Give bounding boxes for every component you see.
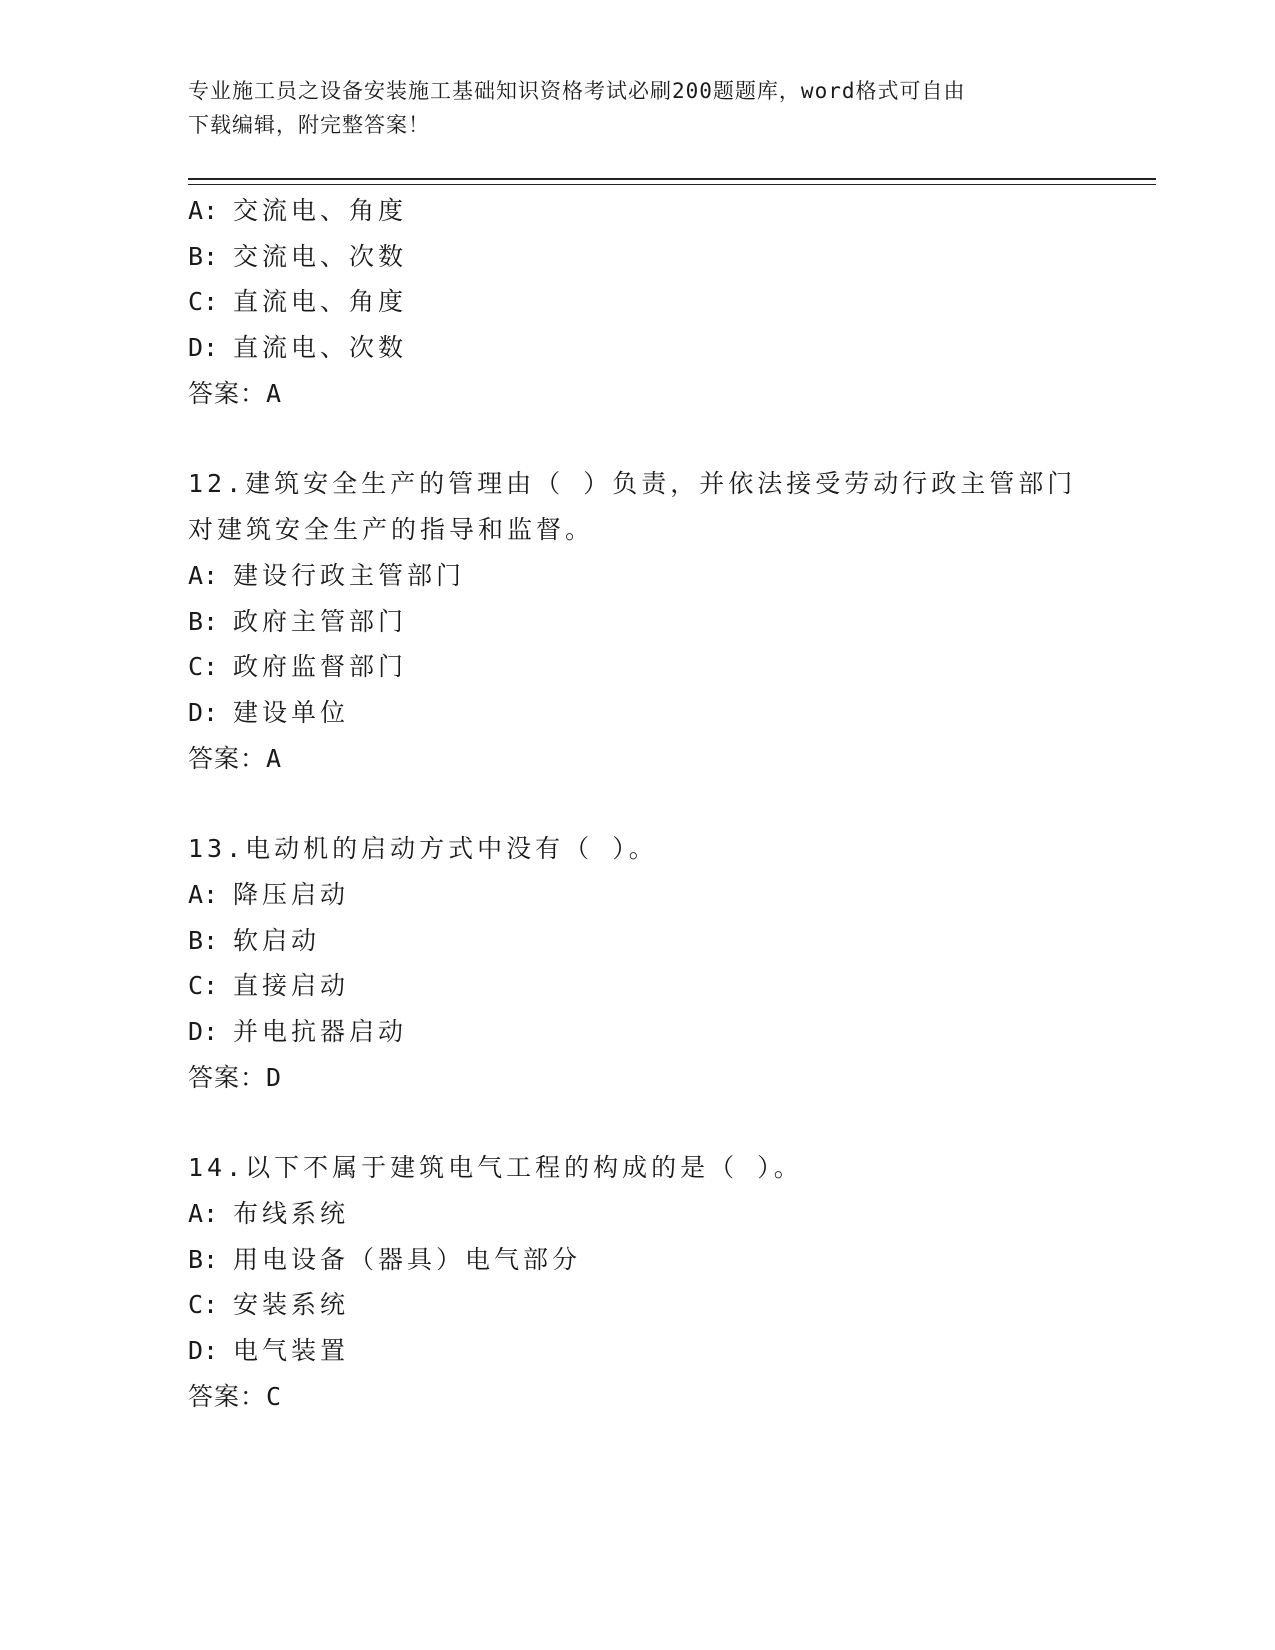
question-stem: 对建筑安全生产的指导和监督。 [188, 515, 595, 545]
option-d: D: 并电抗器启动 [188, 1017, 408, 1046]
question-stem: 12.建筑安全生产的管理由（ ）负责，并依法接受劳动行政主管部门 [188, 469, 1077, 499]
option-a: A: 降压启动 [188, 879, 350, 909]
question-block [188, 461, 1148, 781]
question-block [188, 188, 1148, 416]
option-a: A: 交流电、角度 [188, 196, 408, 225]
option-b: B: 交流电、次数 [188, 241, 408, 271]
answer-line: 答案：A [188, 378, 283, 408]
option-c: C: 直流电、角度 [188, 287, 408, 317]
answer-line: 答案：C [188, 1381, 283, 1411]
answer-value: C [266, 1381, 283, 1411]
header-divider [188, 178, 1156, 185]
option-c: C: 政府监督部门 [188, 652, 408, 682]
option-b: B: 用电设备（器具）电气部分 [188, 1244, 582, 1274]
question-stem: 14.以下不属于建筑电气工程的构成的是（ ）。 [188, 1153, 803, 1183]
question-stem: 13.电动机的启动方式中没有（ ）。 [188, 834, 658, 864]
option-d: D: 建设单位 [188, 697, 350, 727]
answer-value: A [266, 743, 283, 773]
question-block [188, 826, 1148, 1100]
option-b: B: 软启动 [188, 925, 321, 955]
option-a: A: 布线系统 [188, 1199, 350, 1229]
page-header [188, 74, 1088, 142]
answer-value: D [266, 1062, 283, 1092]
option-c: C: 直接启动 [188, 971, 350, 1001]
question-list [188, 188, 1148, 1420]
option-d: D: 电气装置 [188, 1336, 350, 1366]
option-b: B: 政府主管部门 [188, 606, 408, 636]
question-block [188, 1145, 1148, 1419]
answer-value: A [266, 378, 283, 408]
header-line-2: 下载编辑，附完整答案！ [188, 113, 430, 137]
option-c: C: 安装系统 [188, 1290, 350, 1320]
answer-line: 答案：A [188, 743, 283, 773]
header-line-1: 专业施工员之设备安装施工基础知识资格考试必刷200题题库，word格式可自由 [188, 79, 966, 103]
answer-line: 答案：D [188, 1062, 283, 1092]
option-a: A: 建设行政主管部门 [188, 560, 466, 590]
option-d: D: 直流电、次数 [188, 333, 408, 363]
